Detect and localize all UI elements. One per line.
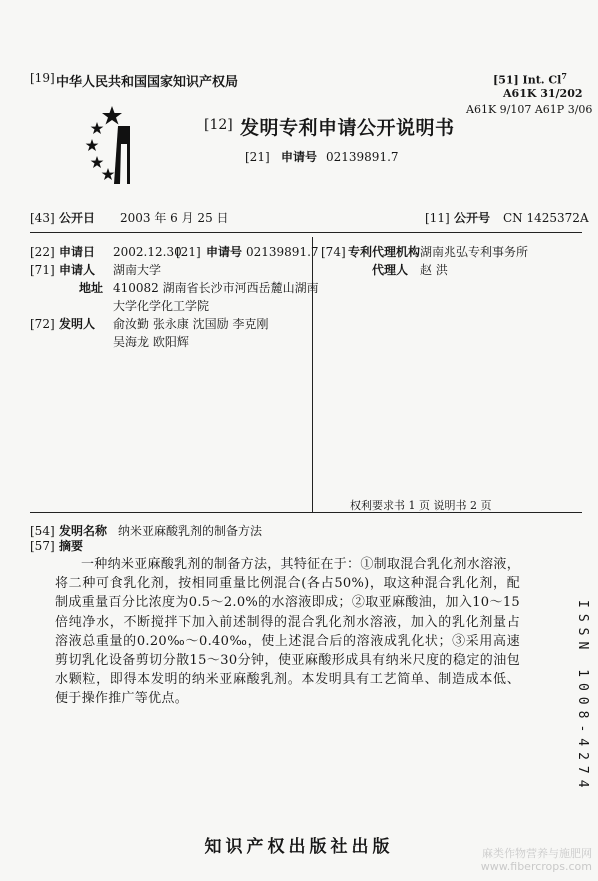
inventors-line-1: 俞汝勤 张永康 沈国励 李克刚 (113, 317, 269, 331)
code-11: [11] (425, 211, 450, 225)
invention-title: 纳米亚麻酸乳剂的制备方法 (118, 524, 263, 538)
abstract-label: 摘要 (59, 539, 84, 553)
side-issn: ISSN 1008-4274 (575, 600, 590, 794)
app-no: 02139891.7 (246, 245, 319, 259)
logo-star-large (102, 106, 122, 125)
document-type: 发明专利申请公开说明书 (240, 117, 455, 139)
pub-date: 2003 年 6 月 25 日 (120, 211, 229, 225)
logo-star (91, 122, 104, 134)
rule-divider (312, 237, 313, 512)
code-43: [43] (30, 211, 55, 225)
ipc-secondary: A61K 9/107 A61P 3/06 (466, 103, 593, 116)
code-12: [12] (204, 117, 233, 133)
rule-top (30, 232, 582, 233)
title-label: 发明名称 (59, 524, 108, 538)
app-no-header: 02139891.7 (326, 150, 399, 164)
pub-date-label: 公开日 (59, 211, 96, 225)
app-no-label-header: 申请号 (281, 150, 318, 164)
cl-superscript: 7 (561, 71, 567, 81)
code-51: [51] Int. Cl (493, 73, 562, 87)
code-74: [74] (321, 245, 346, 259)
code-21: [21] (176, 245, 201, 259)
address-line-1: 410082 湖南省长沙市河西岳麓山湖南 (113, 281, 319, 295)
inventors-label: 发明人 (59, 317, 96, 331)
inventors-line-2: 吴海龙 欧阳辉 (113, 335, 189, 349)
logo-pillar-cut (120, 144, 127, 184)
logo-star (86, 139, 99, 151)
abstract-text: 一种纳米亚麻酸乳剂的制备方法，其特征在于：①制取混合乳化剂水溶液，将二种可食乳化剂，按相同重量比例混合(各占50%)，取这种混合乳化剂，配制成重量百分比浓度为0.5～2.0%的水溶液即成；②取亚麻酸油，加入10～15倍纯净水，不断搅拌下加入前述制得的混合乳化剂水溶液，加入的乳化剂量占溶液总重量的0.20‰～0.40‰，使上述混合后的溶液成乳化状；③采用高速剪切乳化设备剪切分散15～30分钟，使亚麻酸形成具有纳米尺度的稳定的油包水颗粒，即得本发明的纳米亚麻酸乳剂。本发明具有工艺简单、制造成本低、便于操作推广等优点。 (55, 557, 520, 707)
logo-star (102, 168, 115, 180)
office-name: 中华人民共和国国家知识产权局 (56, 75, 239, 90)
pub-no-label: 公开号 (454, 211, 491, 225)
code-22: [22] (30, 245, 55, 259)
address-label: 地址 (79, 281, 104, 295)
agency: 湖南兆弘专利事务所 (420, 245, 529, 259)
code-57: [57] (30, 539, 55, 553)
code-19: [19] (30, 71, 55, 85)
app-no-label: 申请号 (206, 245, 243, 259)
filing-date-label: 申请日 (59, 245, 96, 259)
agent-label: 代理人 (372, 263, 409, 277)
applicant: 湖南大学 (113, 263, 162, 277)
rule-bottom (30, 512, 582, 513)
watermark (481, 847, 592, 873)
pages-note: 权利要求书 1 页 说明书 2 页 (350, 499, 492, 512)
agency-label: 专利代理机构 (348, 245, 421, 259)
code-72: [72] (30, 317, 55, 331)
code-21-header: [21] (245, 150, 270, 164)
ipc-label (493, 72, 567, 86)
code-54: [54] (30, 524, 55, 538)
address-line-2: 大学化学化工学院 (113, 299, 210, 313)
publisher: 知识产权出版社出版 (204, 837, 394, 857)
cnipa-logo (84, 104, 144, 186)
pub-no: CN 1425372A (503, 211, 589, 225)
ipc-main: A61K 31/202 (503, 87, 583, 100)
applicant-label: 申请人 (59, 263, 96, 277)
code-71: [71] (30, 263, 55, 277)
watermark-line-2: www.fibercrops.com (480, 860, 592, 873)
watermark-line-1: 麻类作物营养与施肥网 (482, 847, 592, 860)
logo-star (91, 156, 104, 168)
filing-date: 2002.12.30 (113, 245, 182, 259)
agent: 赵 洪 (420, 263, 448, 277)
